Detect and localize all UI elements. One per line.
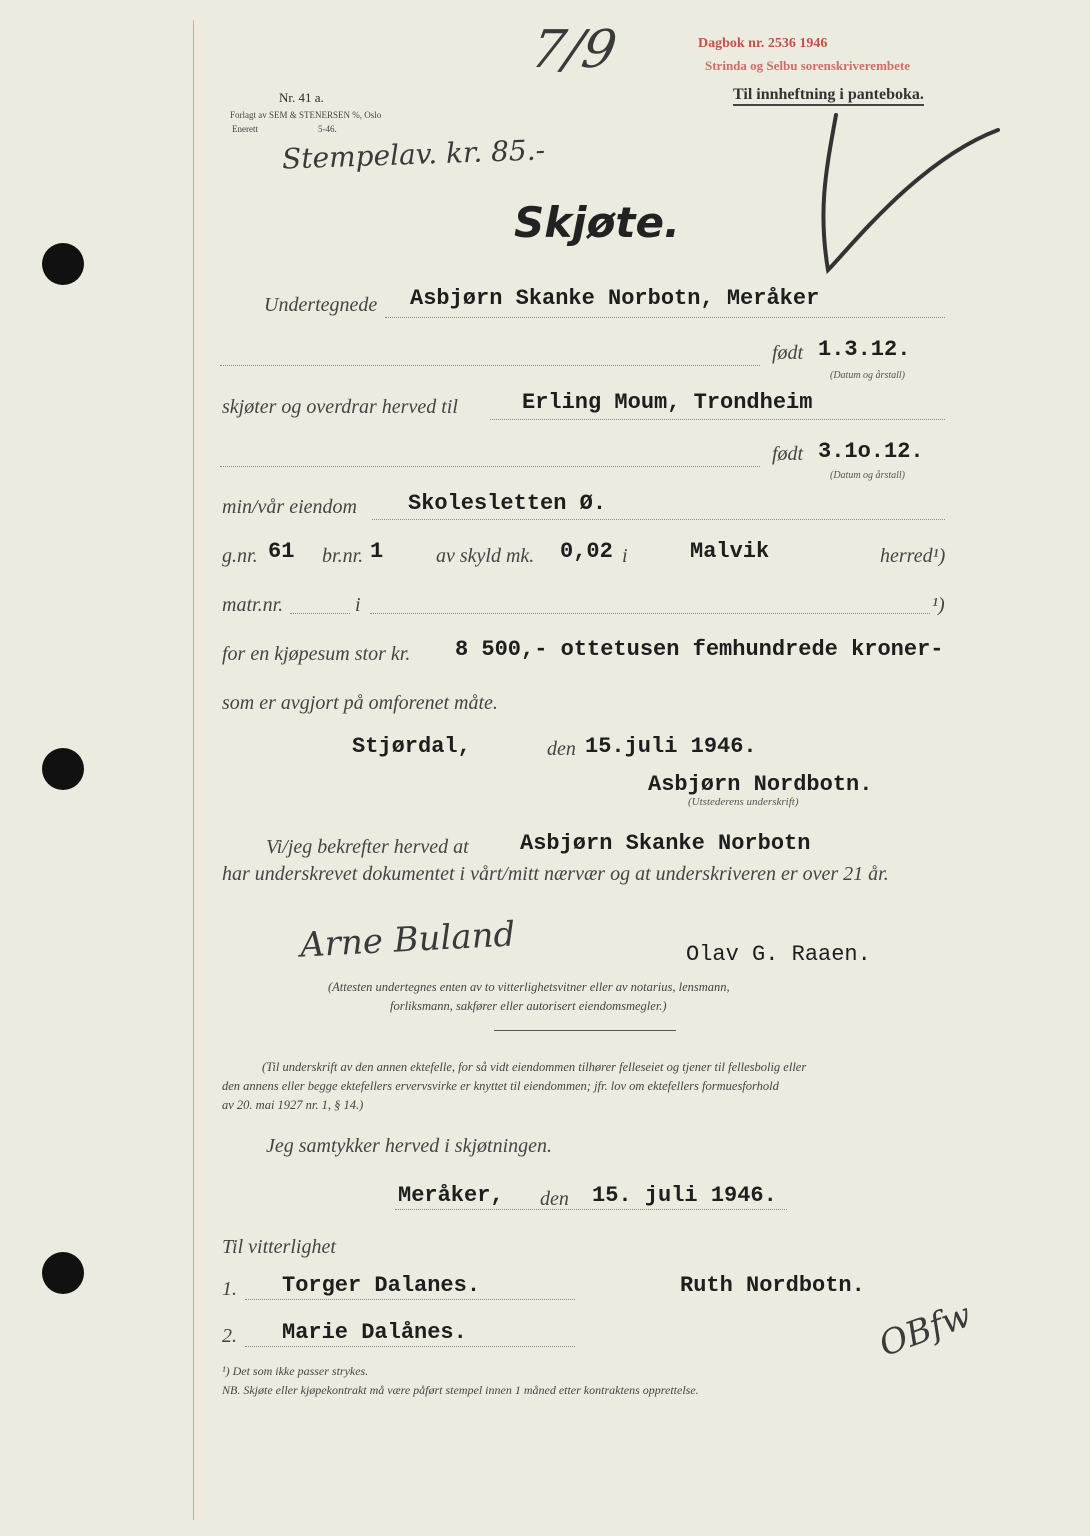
skjoter-label: skjøter og overdrar herved til — [222, 396, 458, 418]
vitterlighet-label: Til vitterlighet — [222, 1236, 336, 1258]
brnr-value: 1 — [370, 539, 384, 564]
avgjort-text: som er avgjort på omforenet måte. — [222, 692, 498, 714]
date-1: 15.juli 1946. — [585, 734, 757, 759]
herred-label: herred¹) — [880, 545, 946, 567]
dotted-line — [220, 364, 760, 366]
eiendom-label: min/vår eiendom — [222, 496, 357, 518]
handwritten-number: 7/9 — [526, 20, 621, 80]
dotted-line — [385, 316, 945, 318]
handwritten-initials: OBfw — [874, 1295, 977, 1365]
form-number: Nr. 41 a. — [279, 90, 324, 105]
witness-signature: Arne Buland — [299, 914, 517, 966]
fodt-value-2: 3.1o.12. — [818, 439, 924, 464]
signer-hint: (Utstederens underskrift) — [688, 796, 799, 808]
spouse-note-1: (Til underskrift av den annen ektefelle, for så vidt eiendommen tilhører felleseiet og tjener til fellesbolig eller — [262, 1060, 807, 1074]
footnote-1: ¹) Det som ikke passer strykes. — [222, 1364, 369, 1378]
den-label-2: den — [540, 1188, 569, 1210]
i-label: i — [622, 545, 628, 567]
stamp-line-2: Strinda og Selbu sorenskriverembete — [705, 58, 910, 73]
fodt-value-1: 1.3.12. — [818, 337, 911, 362]
fodt-label: født — [772, 342, 804, 364]
spouse-note-3: av 20. mai 1927 nr. 1, § 14.) — [222, 1098, 364, 1112]
form-publisher: Forlagt av SEM & STENERSEN %, Oslo — [230, 110, 382, 120]
witness-1-number: 1. — [222, 1278, 237, 1300]
binder-hole — [42, 748, 84, 790]
datum-hint: (Datum og årstall) — [830, 370, 905, 381]
binder-hole — [42, 243, 84, 285]
date-2: 15. juli 1946. — [592, 1183, 777, 1208]
dotted-line — [490, 418, 945, 420]
margin-line — [193, 20, 194, 1520]
undertegnede-label: Undertegnede — [264, 294, 378, 316]
dotted-line — [245, 1345, 575, 1347]
binder-hole — [42, 1252, 84, 1294]
footnote-2: NB. Skjøte eller kjøpekontrakt må være påført stempel innen 1 måned etter kontraktens opprettelse. — [222, 1383, 699, 1397]
witness-1-name: Torger Dalanes. — [282, 1273, 481, 1298]
dotted-line — [395, 1208, 787, 1210]
place-2: Meråker, — [398, 1183, 504, 1208]
skyld-label: av skyld mk. — [436, 545, 535, 567]
place-1: Stjørdal, — [352, 734, 471, 759]
herred-value: Malvik — [690, 539, 770, 564]
dotted-line — [370, 612, 930, 614]
witness-2-name: Marie Dalånes. — [282, 1320, 467, 1345]
handwritten-fee: Stempelav. kr. 85.- — [281, 133, 546, 176]
gnr-label: g.nr. — [222, 545, 258, 567]
witness-2-number: 2. — [222, 1325, 237, 1347]
spouse-note-2: den annens eller begge ektefellers ervervsvirke er knyttet til eiendommen; jfr. lov om ektefellers formuesforhold — [222, 1079, 779, 1093]
den-label: den — [547, 738, 576, 760]
samtykker-text: Jeg samtykker herved i skjøtningen. — [266, 1135, 553, 1157]
attest-note-2: forliksmann, sakfører eller autorisert eiendomsmegler.) — [390, 999, 667, 1013]
dotted-line — [290, 612, 350, 614]
checkmark-mark — [808, 100, 1008, 280]
matr-i-label: i — [355, 594, 361, 616]
dotted-line — [245, 1298, 575, 1300]
signer-name: Asbjørn Nordbotn. — [648, 772, 873, 797]
kjopesum-value: 8 500,- ottetusen femhundrede kroner- — [455, 637, 944, 662]
attest-note-1: (Attesten undertegnes enten av to vitterlighetsvitner eller av notarius, lensmann, — [328, 980, 730, 994]
undertegnede-value: Asbjørn Skanke Norbotn, Meråker — [410, 286, 820, 311]
fodt-label-2: født — [772, 443, 804, 465]
document-title: Skjøte. — [514, 198, 680, 247]
kjopesum-label: for en kjøpesum stor kr. — [222, 643, 411, 665]
gnr-value: 61 — [268, 539, 295, 564]
matrnr-label: matr.nr. — [222, 594, 284, 616]
stamp-note: Til innheftning i panteboka. — [733, 86, 924, 106]
datum-hint-2: (Datum og årstall) — [830, 470, 905, 481]
brnr-label: br.nr. — [322, 545, 364, 567]
eiendom-value: Skolesletten Ø. — [408, 491, 607, 516]
witness-2: Olav G. Raaen. — [686, 942, 871, 967]
form-copyright: Enerett — [232, 124, 258, 134]
witness-1-right: Ruth Nordbotn. — [680, 1273, 865, 1298]
form-date: 5-46. — [318, 124, 337, 134]
dotted-line — [220, 465, 760, 467]
bekrefter-value: Asbjørn Skanke Norbotn — [520, 831, 811, 856]
dotted-line — [372, 518, 945, 520]
matr-end: ¹) — [932, 594, 945, 616]
stamp-line-1: Dagbok nr. 2536 1946 — [698, 36, 828, 51]
bekrefter-rest: har underskrevet dokumentet i vårt/mitt nærvær og at underskriveren er over 21 år. — [222, 863, 889, 885]
bekrefter-label: Vi/jeg bekrefter herved at — [266, 836, 469, 858]
skjoter-value: Erling Moum, Trondheim — [522, 390, 813, 415]
skyld-value: 0,02 — [560, 539, 613, 564]
divider — [494, 1030, 676, 1031]
